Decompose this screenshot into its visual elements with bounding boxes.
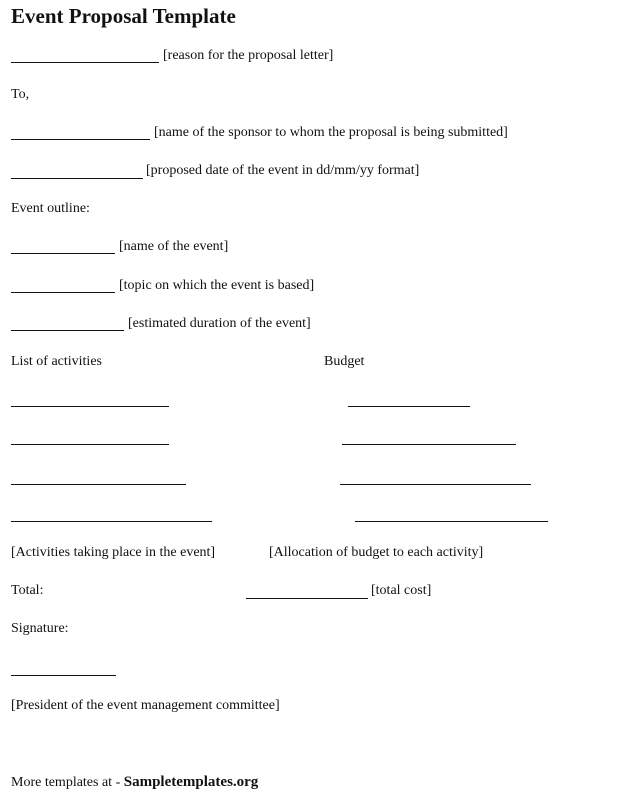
activity-line-3[interactable] (11, 484, 186, 485)
page-title: Event Proposal Template (11, 4, 236, 28)
activities-header: List of activities (11, 354, 102, 369)
topic-hint: [topic on which the event is based] (119, 278, 315, 293)
reason-blank-line[interactable] (11, 62, 159, 63)
budget-line-1[interactable] (348, 406, 470, 407)
budget-hint: [Allocation of budget to each activity] (269, 545, 484, 560)
total-hint: [total cost] (371, 583, 432, 598)
outline-label: Event outline: (11, 201, 90, 216)
to-label: To, (11, 87, 30, 102)
reason-hint: [reason for the proposal letter] (163, 48, 334, 63)
footer-brand-link[interactable]: Sampletemplates.org (123, 774, 259, 790)
budget-line-4[interactable] (355, 521, 548, 522)
footer-prefix: More templates at - (11, 775, 124, 790)
total-blank-line[interactable] (246, 598, 368, 599)
total-label: Total: (11, 583, 44, 598)
activity-line-1[interactable] (11, 406, 169, 407)
footer (11, 773, 258, 792)
activity-line-4[interactable] (11, 521, 212, 522)
signature-label: Signature: (11, 621, 69, 636)
duration-blank-line[interactable] (11, 330, 124, 331)
event-name-blank-line[interactable] (11, 253, 115, 254)
sponsor-hint: [name of the sponsor to whom the proposal is being submitted] (154, 125, 508, 140)
event-name-hint: [name of the event] (119, 239, 229, 254)
activity-line-2[interactable] (11, 444, 169, 445)
budget-header: Budget (324, 354, 365, 369)
date-blank-line[interactable] (11, 178, 143, 179)
president-hint: [President of the event management committee] (11, 698, 280, 713)
activities-hint: [Activities taking place in the event] (11, 545, 216, 560)
duration-hint: [estimated duration of the event] (128, 316, 311, 331)
budget-line-2[interactable] (342, 444, 516, 445)
date-hint: [proposed date of the event in dd/mm/yy format] (146, 163, 420, 178)
signature-blank-line[interactable] (11, 675, 116, 676)
budget-line-3[interactable] (340, 484, 531, 485)
sponsor-blank-line[interactable] (11, 139, 150, 140)
topic-blank-line[interactable] (11, 292, 115, 293)
